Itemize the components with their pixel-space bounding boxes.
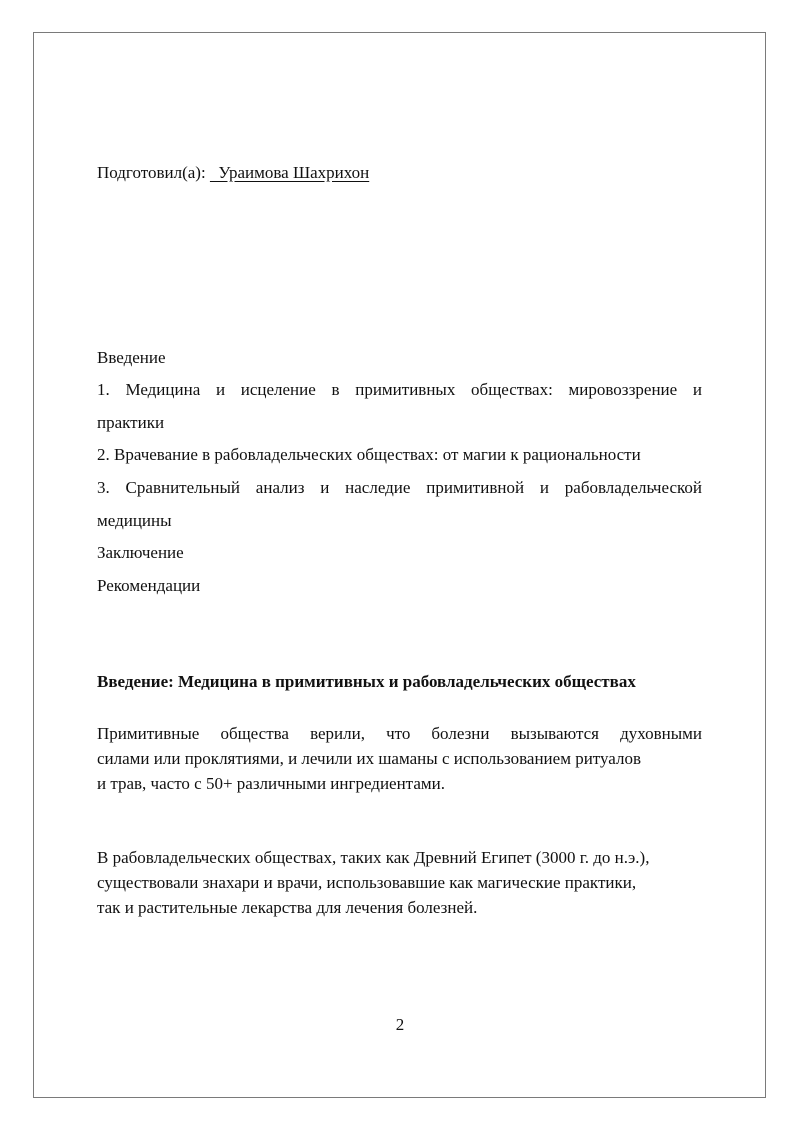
paragraph-1-line-3: и трав, часто с 50+ различными ингредиентами. <box>97 774 445 793</box>
page-frame <box>33 32 766 1098</box>
toc-item-3-line-1: 3. Сравнительный анализ и наследие примитивной и рабовладельческой <box>97 478 702 497</box>
paragraph-2-line-3: так и растительные лекарства для лечения болезней. <box>97 898 478 917</box>
author-line <box>97 163 702 183</box>
page-number: 2 <box>395 1015 405 1034</box>
section-heading: Введение: Медицина в примитивных и рабовладельческих обществах <box>97 672 636 691</box>
paragraph-1-line-1: Примитивные общества верили, что болезни вызываются духовными <box>97 724 702 743</box>
toc-item-2: 2. Врачевание в рабовладельческих обществах: от магии к рациональности <box>97 445 641 464</box>
toc-item-3-line-2: медицины <box>97 511 172 530</box>
toc-intro: Введение <box>97 348 166 367</box>
paragraph-2-line-1: В рабовладельческих обществах, таких как Древний Египет (3000 г. до н.э.), <box>97 848 650 867</box>
paragraph-1-line-2: силами или проклятиями, и лечили их шаманы с использованием ритуалов <box>97 749 641 768</box>
toc-item-1-line-1: 1. Медицина и исцеление в примитивных обществах: мировоззрение и <box>97 380 702 399</box>
toc-item-1-line-2: практики <box>97 413 165 432</box>
toc-conclusion: Заключение <box>97 543 184 562</box>
author-name: Ураимова Шахрихон <box>209 163 370 182</box>
author-label: Подготовил(а): <box>97 163 206 182</box>
paragraph-2-line-2: существовали знахари и врачи, использовавшие как магические практики, <box>97 873 637 892</box>
toc-recommendations: Рекомендации <box>97 576 201 595</box>
